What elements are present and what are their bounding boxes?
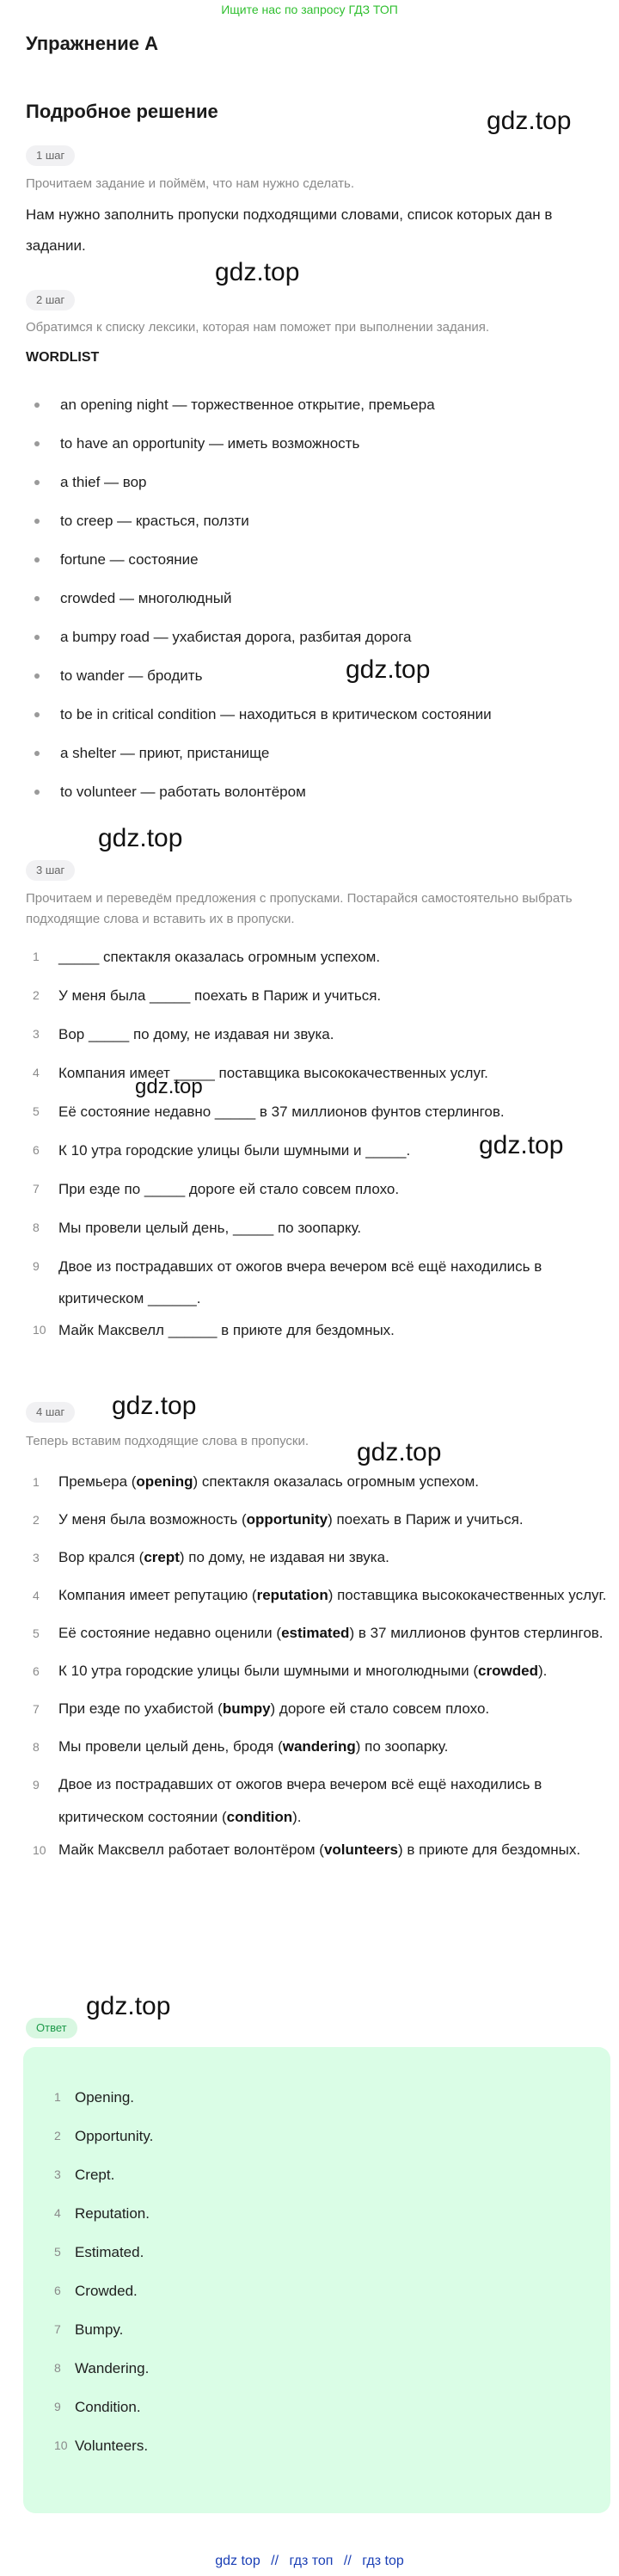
bullet-dot xyxy=(34,557,40,563)
list-item: 4 Компания имеет репутацию (reputation) поставщика высококачественных услуг. xyxy=(33,1587,607,1603)
list-item: 5 Её состояние недавно оценили (estimated) в 37 миллионов фунтов стерлингов. xyxy=(33,1625,604,1641)
watermark: gdz.top xyxy=(86,1992,171,2020)
list-item: fortune — состояние xyxy=(34,540,585,579)
list-item: 9 Двое из пострадавших от ожогов вчера вечером всё ещё находились в критическом состоянии (condition). xyxy=(33,1776,542,1825)
solution-heading: Подробное решение xyxy=(26,101,218,122)
list-item: a bumpy road — ухабистая дорога, разбитая дорога xyxy=(34,618,585,656)
list-item: 3 Вор _____ по дому, не издавая ни звука. xyxy=(33,1026,334,1042)
filled-sentences-list xyxy=(26,1466,610,1872)
list-item: to volunteer — работать волонтёром xyxy=(34,772,585,811)
footer-separator: // xyxy=(271,2554,279,2568)
footer-link[interactable]: gdz top xyxy=(215,2554,260,2568)
footer-link[interactable]: гдз топ xyxy=(289,2554,334,2568)
list-item: 3 Crept. xyxy=(54,2167,115,2183)
list-item: 1 _____ спектакля оказалась огромным успехом. xyxy=(33,949,381,965)
list-item: 8 Wandering. xyxy=(54,2360,150,2376)
step-3-badge: 3 шаг xyxy=(26,860,75,881)
watermark: gdz.top xyxy=(487,107,572,135)
bullet-dot xyxy=(34,635,40,640)
step-2-hint: Обратимся к списку лексики, которая нам поможет при выполнении задания. xyxy=(26,320,490,335)
list-item: to wander — бродить xyxy=(34,656,585,695)
list-item: 9 Двое из пострадавших от ожогов вчера вечером всё ещё находились в критическом ______. xyxy=(33,1258,542,1306)
watermark: gdz.top xyxy=(357,1438,442,1466)
list-item: 4 Компания имеет _____ поставщика высококачественных услуг. xyxy=(33,1065,488,1081)
page-title: Упражнение А xyxy=(26,33,158,54)
list-item: 7 При езде по _____ дороге ей стало совсем плохо. xyxy=(33,1181,400,1197)
step-1-hint: Прочитаем задание и поймём, что нам нужно сделать. xyxy=(26,176,355,191)
list-item: 10 Volunteers. xyxy=(54,2438,149,2454)
wordlist-heading: WORDLIST xyxy=(26,350,100,365)
step-3-hint: Прочитаем и переведём предложения с пропусками. Постарайся самостоятельно выбрать подходящие слова и вставить их в пропуски. xyxy=(26,891,573,926)
list-item: 2 У меня была возможность (opportunity) поехать в Париж и учиться. xyxy=(33,1511,524,1528)
watermark: gdz.top xyxy=(112,1392,197,1420)
list-item: 6 К 10 утра городские улицы были шумными и _____. xyxy=(33,1142,411,1159)
list-item: to creep — красться, ползти xyxy=(34,501,585,540)
list-item: 10 Майк Максвелл ______ в приюте для бездомных. xyxy=(33,1322,395,1338)
list-item: 5 Estimated. xyxy=(54,2244,144,2260)
footer-link[interactable]: гдз top xyxy=(362,2554,404,2568)
list-item: 7 При езде по ухабистой (bumpy) дороге ей стало совсем плохо. xyxy=(33,1700,490,1717)
bullet-dot xyxy=(34,519,40,524)
list-item: crowded — многолюдный xyxy=(34,579,585,618)
bullet-dot xyxy=(34,403,40,408)
list-item: 6 К 10 утра городские улицы были шумными и многолюдными (crowded). xyxy=(33,1663,548,1679)
list-item: 1 Opening. xyxy=(54,2089,134,2106)
list-item: 2 У меня была _____ поехать в Париж и учиться. xyxy=(33,987,382,1004)
list-item: 3 Вор крался (crept) по дому, не издавая ни звука. xyxy=(33,1549,389,1565)
list-item: 1 Премьера (opening) спектакля оказалась огромным успехом. xyxy=(33,1473,480,1490)
list-item: to be in critical condition — находиться в критическом состоянии xyxy=(34,695,585,734)
watermark: gdz.top xyxy=(215,258,300,286)
list-item: 2 Opportunity. xyxy=(54,2128,154,2144)
step-1-text: Нам нужно заполнить пропуски подходящими словами, список которых дан в задании. xyxy=(26,206,553,254)
step-2-badge: 2 шаг xyxy=(26,290,75,310)
footer-separator: // xyxy=(343,2554,352,2568)
bullet-dot xyxy=(34,712,40,717)
bullet-dot xyxy=(34,480,40,485)
bullet-dot xyxy=(34,441,40,446)
list-item: 8 Мы провели целый день, бродя (wandering) по зоопарку. xyxy=(33,1738,449,1755)
list-item: 10 Майк Максвелл работает волонтёром (volunteers) в приюте для бездомных. xyxy=(33,1841,581,1858)
gap-sentences-list xyxy=(26,941,610,1353)
list-item: 8 Мы провели целый день, _____ по зоопарку. xyxy=(33,1220,362,1236)
bullet-dot xyxy=(34,790,40,795)
watermark: gdz.top xyxy=(346,655,431,684)
list-item: a shelter — приют, пристанище xyxy=(34,734,585,772)
list-item: an opening night — торжественное открытие, премьера xyxy=(34,385,585,424)
step-4-badge: 4 шаг xyxy=(26,1402,75,1423)
list-item: to have an opportunity — иметь возможность xyxy=(34,424,585,463)
answer-badge: Ответ xyxy=(26,2018,77,2038)
footer-links xyxy=(0,2551,619,2572)
list-item: 6 Crowded. xyxy=(54,2283,138,2299)
watermark: gdz.top xyxy=(135,1075,203,1098)
step-1-badge: 1 шаг xyxy=(26,145,75,166)
bullet-dot xyxy=(34,673,40,679)
answer-list xyxy=(23,2078,573,2465)
list-item: 7 Bumpy. xyxy=(54,2321,124,2338)
watermark: gdz.top xyxy=(98,824,183,852)
wordlist xyxy=(34,385,585,811)
bullet-dot xyxy=(34,751,40,756)
list-item: 4 Reputation. xyxy=(54,2205,150,2222)
list-item: 9 Condition. xyxy=(54,2399,141,2415)
search-hint-banner: Ищите нас по запросу ГДЗ ТОП xyxy=(221,3,398,16)
list-item: a thief — вор xyxy=(34,463,585,501)
bullet-dot xyxy=(34,596,40,601)
watermark: gdz.top xyxy=(479,1131,564,1159)
list-item: 5 Её состояние недавно _____ в 37 миллионов фунтов стерлингов. xyxy=(33,1104,505,1120)
step-4-hint: Теперь вставим подходящие слова в пропуски. xyxy=(26,1434,310,1448)
